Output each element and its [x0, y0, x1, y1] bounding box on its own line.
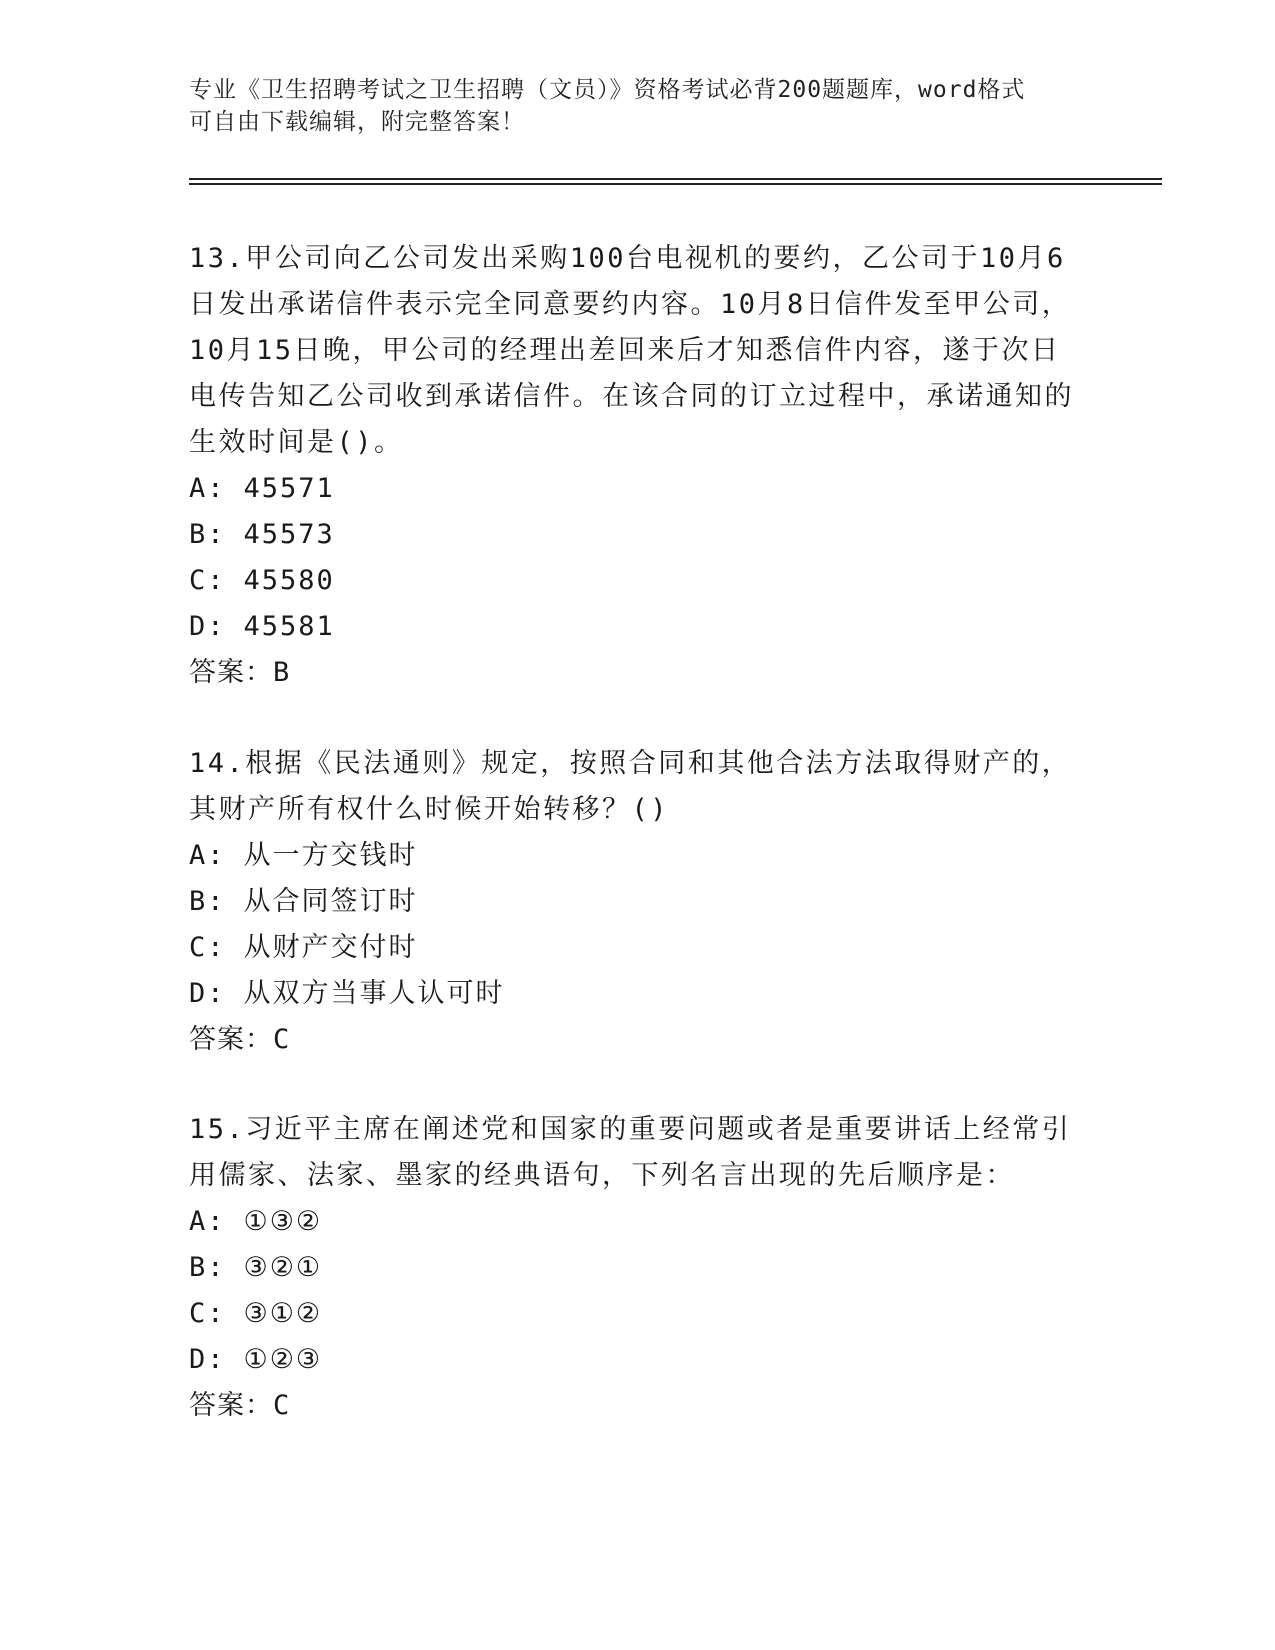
answer-line	[189, 650, 1089, 696]
question-block	[189, 236, 1089, 696]
question-block	[189, 1107, 1089, 1429]
answer-value: C	[273, 1024, 291, 1055]
option-value: ③①②	[243, 1298, 323, 1329]
answer-line	[189, 1017, 1089, 1063]
option-c: C: 45580	[189, 565, 335, 596]
question-text: 14.根据《民法通则》规定，按照合同和其他合法方法取得财产的，其财产所有权什么时候开始转移？()	[189, 748, 1072, 825]
option-d: D: 45581	[189, 611, 335, 642]
option-a: A: 45571	[189, 473, 335, 504]
header-line-1: 专业《卫生招聘考试之卫生招聘（文员）》资格考试必背200题题库，word格式	[189, 77, 1026, 103]
answer-line	[189, 1383, 1089, 1429]
option-value: ①②③	[243, 1344, 323, 1375]
option-b: B: ③②①	[189, 1252, 323, 1283]
header-divider-bottom	[189, 183, 1162, 185]
answer-value: B	[273, 657, 291, 688]
option-value: 45573	[243, 519, 335, 550]
option-b: B: 从合同签订时	[189, 886, 418, 917]
option-a: A: ①③②	[189, 1206, 323, 1237]
option-value: 45580	[243, 565, 335, 596]
question-block	[189, 741, 1089, 1063]
question-text: 13.甲公司向乙公司发出采购100台电视机的要约，乙公司于10月6日发出承诺信件表示完全同意要约内容。10月8日信件发至甲公司，10月15日晚，甲公司的经理出差回来后才知悉信件内容，遂于次日电传告知乙公司收到承诺信件。在该合同的订立过程中，承诺通知的生效时间是()。	[189, 243, 1074, 458]
answer-value: C	[273, 1390, 291, 1421]
header-divider-top	[189, 178, 1162, 180]
option-value: 45571	[243, 473, 335, 504]
option-b: B: 45573	[189, 519, 335, 550]
option-d: D: ①②③	[189, 1344, 323, 1375]
option-value: 从双方当事人认可时	[243, 978, 505, 1009]
option-value: 从财产交付时	[243, 932, 418, 963]
header-line-2: 可自由下载编辑，附完整答案！	[189, 109, 525, 135]
option-value: ①③②	[243, 1206, 323, 1237]
option-value: 45581	[243, 611, 335, 642]
question-text: 15.习近平主席在阐述党和国家的重要问题或者是重要讲话上经常引用儒家、法家、墨家的经典语句，下列名言出现的先后顺序是：	[189, 1114, 1072, 1191]
option-c: C: 从财产交付时	[189, 932, 418, 963]
answer-label: 答案：	[189, 1390, 273, 1421]
answer-label: 答案：	[189, 657, 273, 688]
option-d: D: 从双方当事人认可时	[189, 978, 505, 1009]
option-a: A: 从一方交钱时	[189, 840, 418, 871]
document-header	[189, 74, 1089, 138]
option-value: 从合同签订时	[243, 886, 418, 917]
option-value: ③②①	[243, 1252, 323, 1283]
answer-label: 答案：	[189, 1024, 273, 1055]
option-c: C: ③①②	[189, 1298, 323, 1329]
option-value: 从一方交钱时	[243, 840, 418, 871]
